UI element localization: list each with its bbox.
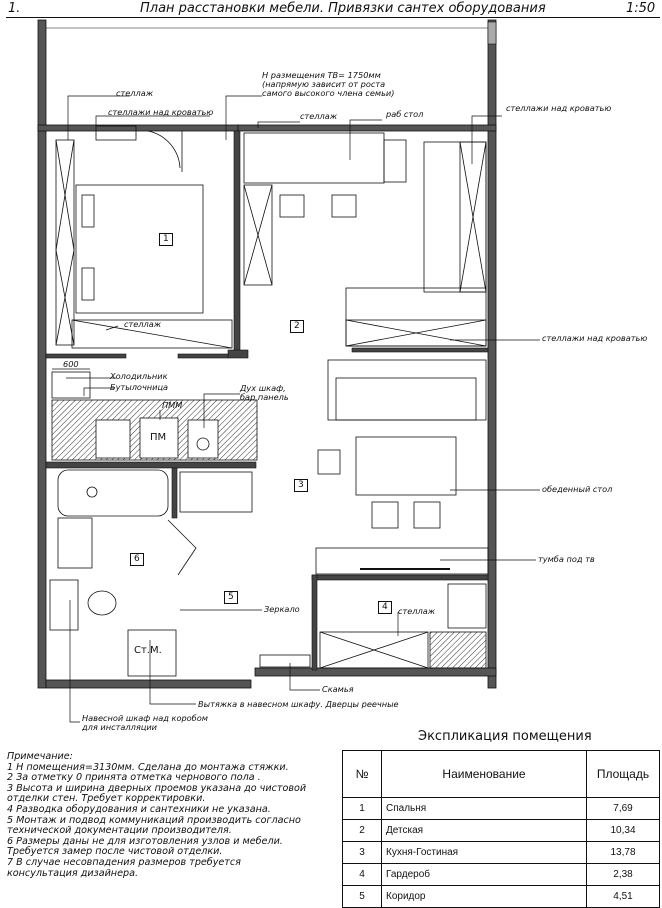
door-swing	[148, 131, 180, 168]
label-shelf: стеллаж	[116, 88, 154, 98]
column	[488, 22, 496, 44]
chair	[414, 502, 440, 528]
table-row	[343, 864, 660, 886]
sheet-scale: 1:50	[626, 1, 656, 16]
hanging-cabinet-line: Навесной шкаф над коробом	[82, 713, 208, 723]
chair	[280, 195, 304, 217]
cell-name: Коридор	[382, 886, 587, 908]
note-line: 1 Н помещения=3130мм. Сделана до монтажа стяжки.	[7, 761, 289, 773]
wall-bedroom-bottom	[46, 354, 126, 358]
note-line: Требуется замер после чистовой отделки.	[7, 846, 223, 858]
explication-table	[342, 750, 660, 908]
wall-bottom-left	[46, 680, 251, 688]
bath-door	[168, 520, 196, 575]
cell-num: 1	[343, 798, 382, 820]
sink	[96, 420, 130, 458]
wardrobe-cabinet	[448, 584, 486, 628]
label-shelf: стеллаж	[398, 606, 436, 616]
cell-area: 13,78	[587, 842, 660, 864]
note-line: консультация дизайнера.	[7, 867, 139, 879]
label-hood: Вытяжка в навесном шкафу. Дверцы реечные	[198, 699, 399, 709]
table-header-row	[343, 751, 660, 798]
label-shelf: стеллаж	[300, 111, 338, 121]
bench	[260, 655, 310, 667]
cell-name: Гардероб	[382, 864, 587, 886]
wall-bath-right	[172, 468, 177, 518]
room-number: 3	[294, 479, 308, 492]
tv-height-line: Н размещения ТВ= 1750мм	[262, 70, 381, 80]
explication-title: Экспликация помещения	[418, 729, 592, 744]
vanity	[58, 518, 92, 568]
notes	[7, 752, 342, 879]
cell-num: 3	[343, 842, 382, 864]
notes-heading: Примечание:	[7, 751, 73, 762]
label-shelves-over-bed: стеллажи над кроватью	[108, 107, 214, 117]
wall-wardrobe-left	[312, 575, 317, 670]
cell-num: 5	[343, 886, 382, 908]
bed-nursery-bottom	[346, 288, 486, 346]
wall-right	[488, 20, 496, 688]
work-desk	[244, 133, 384, 183]
column-header: №	[343, 751, 382, 798]
room-number: 6	[130, 553, 144, 566]
wall-top-right	[238, 125, 496, 131]
hanging-cabinet-line: для инсталляции	[82, 722, 157, 732]
toilet	[88, 591, 116, 615]
wall-stub	[228, 350, 248, 358]
room-number: 5	[224, 591, 238, 604]
room-number: 2	[290, 320, 304, 333]
oven-label-line: Дух шкаф,	[240, 383, 286, 393]
note-line: 6 Размеры даны не для изготовления узлов и мебели.	[7, 835, 283, 847]
drain-icon	[87, 487, 97, 497]
label-hanging-cabinet	[82, 714, 208, 732]
sheet-number: 1.	[8, 1, 21, 16]
label-shelves-over-bed: стеллажи над кроватью	[542, 333, 648, 343]
chair	[318, 450, 340, 474]
label-work-desk: раб стол	[386, 109, 424, 119]
leader	[70, 600, 80, 722]
sheet-title: План расстановки мебели. Привязки сантех оборудования	[140, 1, 546, 16]
chair	[372, 502, 398, 528]
bath-cabinet	[180, 472, 252, 512]
wall-wardrobe-top	[312, 575, 488, 580]
room-number: 1	[159, 233, 173, 246]
cell-name: Спальня	[382, 798, 587, 820]
chair	[332, 195, 356, 217]
cell-num: 4	[343, 864, 382, 886]
bedroom-shelf-left	[56, 140, 74, 345]
leader	[96, 116, 210, 126]
label-bench: Скамья	[322, 684, 354, 694]
tv-height-line: (напрямую зависит от роста	[262, 79, 386, 89]
cell-area: 2,38	[587, 864, 660, 886]
label-oven-cabinet	[240, 384, 289, 402]
installation-box	[50, 580, 78, 630]
note-line: отделки стен. Требует корректировки.	[7, 793, 206, 805]
note-line: 5 Монтаж и подвод коммуникаций производить согласно	[7, 814, 301, 826]
wall-bath-top	[46, 462, 256, 468]
dimension-label: 600	[63, 359, 79, 369]
cell-name: Кухня-Гостиная	[382, 842, 587, 864]
tv-height-note	[262, 71, 394, 98]
label-shelves-over-bed: стеллажи над кроватью	[506, 103, 612, 113]
note-line: 7 В случае несовпадения размеров требуется	[7, 856, 241, 868]
cell-area: 7,69	[587, 798, 660, 820]
sofa	[328, 360, 486, 420]
nursery-tall-cabinet	[384, 140, 406, 182]
wall-left	[38, 20, 46, 688]
note-line: 2 За отметку 0 принята отметка чернового пола .	[7, 772, 261, 784]
cell-area: 4,51	[587, 886, 660, 908]
note-line: 4 Разводка оборудования и сантехники не указана.	[7, 803, 271, 815]
column-header: Площадь	[587, 751, 660, 798]
wall-nursery-bottom	[352, 348, 488, 352]
label-fridge: Холодильник	[110, 371, 168, 381]
label-shelf: стеллаж	[124, 319, 162, 329]
cell-name: Детская	[382, 820, 587, 842]
label-dishwasher-short: ПМ	[150, 432, 167, 443]
pillow	[82, 195, 94, 227]
oven-label-line: бар панель	[240, 392, 289, 402]
dining-table	[356, 437, 456, 495]
oven	[188, 420, 218, 458]
bathtub	[58, 470, 168, 516]
label-dining-table: обеденный стол	[542, 484, 613, 494]
table-row	[343, 820, 660, 842]
leader	[68, 96, 130, 140]
note-line: технической документации производителя.	[7, 825, 232, 837]
wall-bedroom-nursery	[234, 131, 240, 351]
table-row	[343, 798, 660, 820]
tv-height-line: самого высокого члена семьи)	[262, 88, 395, 98]
leader	[472, 116, 502, 164]
note-line: 3 Высота и ширина дверных проемов указана до чистовой	[7, 782, 307, 794]
cell-area: 10,34	[587, 820, 660, 842]
label-bottle-holder: Бутылочница	[110, 382, 169, 392]
wardrobe-hatch	[430, 632, 486, 668]
wall-bottom-right	[255, 668, 496, 676]
label-tv-stand: тумба под тв	[538, 554, 595, 564]
room-number: 4	[378, 601, 392, 614]
table-row	[343, 886, 660, 908]
cell-num: 2	[343, 820, 382, 842]
pillow	[82, 268, 94, 300]
bed-double	[76, 185, 203, 313]
bed-single	[424, 142, 486, 292]
label-dishwasher: ПММ	[162, 400, 183, 410]
sofa-seat	[336, 378, 476, 420]
tv-stand	[316, 548, 488, 574]
label-mirror: Зеркало	[264, 604, 300, 614]
column-header: Наименование	[382, 751, 587, 798]
label-washing-machine: Ст.М.	[134, 645, 162, 656]
wall-bedroom-bottom-2	[178, 354, 228, 358]
table-row	[343, 842, 660, 864]
